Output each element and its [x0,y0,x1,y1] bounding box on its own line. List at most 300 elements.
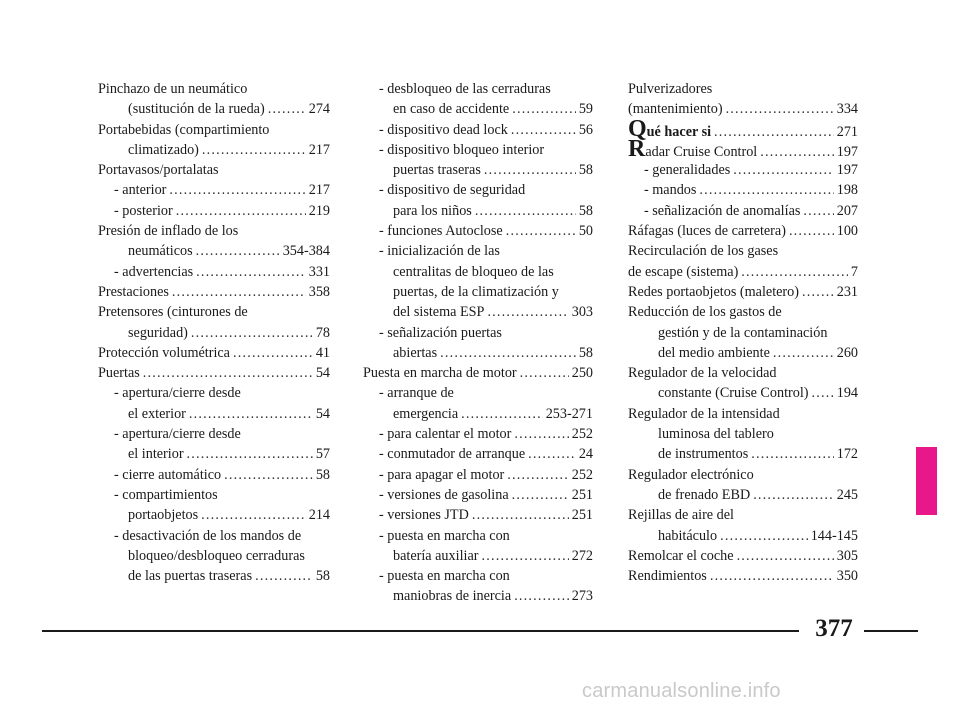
dot-leader [751,444,833,464]
index-entry [98,343,330,363]
index-entry [628,383,858,403]
index-entry [628,115,858,142]
page-number: 377 [815,615,853,642]
entry-page: 217 [308,182,330,199]
entry-term [393,262,554,282]
entry-term [644,201,800,221]
entry-term [128,140,199,160]
footer-rule-left [42,630,799,632]
entry-page: 207 [836,202,858,219]
dot-leader [699,180,833,200]
footer-rule-right [864,630,918,632]
dot-leader [201,505,306,525]
entry-text: - dispositivo dead lock [379,121,508,138]
dot-leader [506,221,576,241]
index-entry [98,485,330,505]
entry-text: seguridad) [128,324,188,341]
index-entry [363,180,593,200]
entry-page: 197 [836,143,858,160]
index-entry [363,404,593,424]
entry-text: - anterior [114,182,167,199]
index-entry [98,465,330,485]
entry-text: puertas traseras [393,162,481,179]
entry-term [98,79,247,99]
section-initial: Q [628,115,647,142]
entry-text: - conmutador de arranque [379,446,526,463]
entry-term [628,404,780,424]
index-entry [628,546,858,566]
entry-term [128,546,305,566]
entry-term [98,160,219,180]
index-entry [363,120,593,140]
index-entry [363,485,593,505]
entry-term [379,140,544,160]
dot-leader [803,201,833,221]
index-entry [628,566,858,586]
entry-text: portaobjetos [128,507,199,524]
dot-leader [511,120,576,140]
entry-text: Redes portaobjetos (maletero) [628,283,799,300]
entry-text: Pinchazo de un neumático [98,81,248,97]
entry-text: - posterior [114,202,173,219]
entry-term [114,180,166,200]
entry-text: Portabebidas (compartimiento [98,121,270,138]
dot-leader [169,180,305,200]
entry-page: 251 [571,507,593,524]
index-entry [628,363,858,383]
entry-term [628,262,738,282]
entry-page: 305 [836,547,858,564]
index-entry [628,282,858,302]
entry-page: 350 [836,568,858,585]
index-entry [363,282,593,302]
index-entry [98,262,330,282]
index-entry [628,221,858,241]
index-entry [628,302,858,322]
index-entry [98,79,330,99]
entry-page: 274 [308,101,330,118]
entry-text: de escape (sistema) [628,263,739,280]
dot-leader [487,302,568,322]
entry-page: 41 [315,344,330,361]
entry-text: (mantenimiento) [628,101,723,118]
entry-term [98,343,230,363]
dot-leader [481,546,568,566]
entry-text: - versiones JTD [379,507,469,524]
entry-page: 272 [571,547,593,564]
index-entry [98,180,330,200]
entry-term [393,343,437,363]
dot-leader [812,383,834,403]
index-entry [98,282,330,302]
entry-text: puertas, de la climatización y [393,283,559,300]
entry-term [628,241,778,261]
entry-term [393,99,509,119]
entry-text: ué hacer si [646,123,712,140]
entry-text: Rejillas de aire del [628,507,734,524]
index-entry [363,160,593,180]
index-entry [628,241,858,261]
dot-leader [710,566,834,586]
entry-term [379,505,469,525]
dot-leader [507,465,568,485]
entry-term [114,485,218,505]
index-entry [628,99,858,119]
entry-term [128,99,265,119]
entry-page: 251 [571,486,593,503]
entry-text: - mandos [644,182,697,199]
entry-text: para los niños [393,202,472,219]
entry-page: 231 [836,283,858,300]
dot-leader [187,444,313,464]
index-entry [98,241,330,261]
entry-page: 194 [836,385,858,402]
entry-term [379,485,509,505]
index-entry [628,160,858,180]
entry-text: - funciones Autoclose [379,223,503,240]
entry-term [628,79,712,99]
entry-term [98,120,269,140]
entry-term [114,465,221,485]
index-entry [98,140,330,160]
entry-text: el exterior [128,405,186,422]
index-entry [98,424,330,444]
entry-text: Reducción de los gastos de [628,304,782,321]
dot-leader [196,241,280,261]
index-entry [363,424,593,444]
index-entry [628,505,858,525]
section-tab-marker [916,447,937,515]
index-entry [98,505,330,525]
entry-term [128,505,198,525]
dot-leader [737,546,834,566]
entry-text: climatizado) [128,141,199,158]
index-entry [363,586,593,606]
index-entry [98,323,330,343]
entry-term [658,424,774,444]
dot-leader [189,404,313,424]
entry-text: - apertura/cierre desde [114,385,241,402]
entry-term [658,485,750,505]
entry-page: 252 [571,466,593,483]
index-column-3 [628,79,858,586]
index-entry [98,444,330,464]
entry-page: 198 [836,182,858,199]
entry-text: habitáculo [658,527,718,544]
index-entry [363,99,593,119]
entry-text: - dispositivo de seguridad [379,182,526,199]
index-entry [363,302,593,322]
dot-leader [520,363,569,383]
index-entry [98,383,330,403]
dot-leader [720,526,808,546]
entry-page: 214 [308,507,330,524]
dot-leader [472,505,569,525]
entry-page: 58 [315,568,330,585]
entry-term [114,424,241,444]
entry-page: 253-271 [545,405,593,422]
entry-term [658,383,809,403]
entry-term [128,444,184,464]
entry-text: - inicialización de las [379,243,500,260]
index-entry [98,404,330,424]
dot-leader [461,404,543,424]
index-entry [628,262,858,282]
index-entry [363,201,593,221]
entry-text: Pretensores (cinturones de [98,304,248,321]
entry-text: - compartimientos [114,486,218,503]
entry-text: neumáticos [128,243,193,260]
entry-text: Ráfagas (luces de carretera) [628,223,786,240]
entry-text: en caso de accidente [393,101,510,118]
entry-term [628,221,786,241]
entry-text: Remolcar el coche [628,547,734,564]
entry-page: 250 [571,365,593,382]
entry-page: 172 [836,446,858,463]
index-entry [628,485,858,505]
dot-leader [196,262,306,282]
entry-text: de frenado EBD [658,486,751,503]
dot-leader [233,343,313,363]
entry-text: - advertencias [114,263,194,280]
entry-page: 331 [308,263,330,280]
dot-leader [726,99,834,119]
entry-text: - cierre automático [114,466,222,483]
entry-page: 7 [850,263,858,280]
entry-term [393,404,458,424]
entry-term [114,526,301,546]
entry-term [98,363,140,383]
entry-term [628,282,799,302]
entry-text: Regulador de la intensidad [628,405,780,422]
entry-page: 245 [836,486,858,503]
section-initial: R [628,135,646,162]
index-entry [628,79,858,99]
entry-text: Puertas [98,365,140,382]
index-column-1 [98,79,330,586]
entry-text: abiertas [393,344,438,361]
index-entry [628,323,858,343]
index-entry [363,221,593,241]
dot-leader [789,221,834,241]
entry-text: luminosa del tablero [658,426,774,443]
index-entry [363,505,593,525]
entry-text: Protección volumétrica [98,344,230,361]
dot-leader [268,99,306,119]
entry-page: 57 [315,446,330,463]
entry-term [379,241,500,261]
dot-leader [191,323,313,343]
entry-text: de instrumentos [658,446,749,463]
entry-term [379,120,508,140]
entry-term [114,383,241,403]
entry-term [628,505,734,525]
entry-text: adar Cruise Control [645,143,758,160]
entry-term [379,383,454,403]
index-entry [98,120,330,140]
dot-leader [741,262,848,282]
entry-text: - desactivación de los mandos de [114,527,302,544]
entry-term [628,363,777,383]
entry-term [658,343,770,363]
entry-term [379,180,525,200]
entry-page: 50 [578,223,593,240]
entry-term [628,465,754,485]
index-entry [363,546,593,566]
entry-term [393,282,559,302]
dot-leader [802,282,834,302]
entry-page: 303 [571,304,593,321]
entry-term [379,221,503,241]
index-entry [98,546,330,566]
entry-text: - puesta en marcha con [379,568,510,585]
entry-text: Pulverizadores [628,81,713,97]
entry-text: el interior [128,446,184,463]
entry-term [393,201,472,221]
entry-page: 354-384 [282,243,330,260]
index-entry [628,343,858,363]
entry-term [128,241,193,261]
entry-text: Prestaciones [98,283,169,300]
entry-text: constante (Cruise Control) [658,385,809,402]
entry-page: 24 [578,446,593,463]
entry-page: 59 [578,101,593,118]
index-column-2 [363,79,593,607]
entry-term [379,465,504,485]
entry-page: 252 [571,426,593,443]
index-entry [98,99,330,119]
entry-page: 219 [308,202,330,219]
entry-term [114,201,173,221]
index-entry [628,180,858,200]
entry-term [628,566,707,586]
entry-page: 260 [836,344,858,361]
entry-term [128,566,252,586]
entry-term [128,404,186,424]
entry-text: bloqueo/desbloqueo cerraduras [128,547,305,564]
entry-text: - señalización puertas [379,324,502,341]
entry-text: emergencia [393,405,459,422]
entry-text: Portavasos/portalatas [98,162,219,179]
index-entry [363,444,593,464]
dot-leader [224,465,313,485]
entry-term [393,586,511,606]
entry-term [98,302,248,322]
entry-term [98,221,238,241]
index-entry [363,343,593,363]
index-entry [98,201,330,221]
dot-leader [176,201,306,221]
entry-term [98,282,169,302]
index-entry [98,363,330,383]
index-entry [363,140,593,160]
entry-page: 54 [315,405,330,422]
entry-page: 358 [308,283,330,300]
entry-text: gestión y de la contaminación [658,324,828,341]
index-entry [628,465,858,485]
dot-leader [255,566,313,586]
entry-term [379,424,511,444]
entry-term [393,160,481,180]
dot-leader [202,140,306,160]
dot-leader [733,160,833,180]
entry-term [393,546,478,566]
entry-term [628,546,734,566]
entry-term [628,135,758,162]
entry-page: 58 [578,162,593,179]
index-entry [628,404,858,424]
entry-text: - puesta en marcha con [379,527,510,544]
entry-text: Regulador electrónico [628,466,754,483]
entry-page: 56 [578,121,593,138]
entry-term [393,302,484,322]
dot-leader [512,485,569,505]
index-entry [363,262,593,282]
index-entry [363,241,593,261]
entry-page: 197 [836,162,858,179]
entry-term [644,180,696,200]
entry-page: 334 [836,101,858,118]
entry-term [114,262,193,282]
entry-text: - versiones de gasolina [379,486,509,503]
index-entry [363,465,593,485]
entry-text: - apertura/cierre desde [114,426,241,443]
entry-text: - para apagar el motor [379,466,505,483]
index-entry [628,444,858,464]
entry-page: 144-145 [810,527,858,544]
index-entry [363,566,593,586]
entry-page: 58 [578,344,593,361]
entry-text: maniobras de inercia [393,588,512,605]
entry-text: - señalización de anomalías [644,202,801,219]
entry-text: del medio ambiente [658,344,770,361]
entry-text: Rendimientos [628,568,707,585]
entry-page: 271 [836,123,858,140]
entry-text: Puesta en marcha de motor [363,365,517,382]
entry-page: 58 [578,202,593,219]
entry-text: - generalidades [644,162,731,179]
dot-leader [760,142,833,162]
index-entry [98,566,330,586]
entry-term [658,526,717,546]
dot-leader [514,586,569,606]
index-entry [628,424,858,444]
dot-leader [528,444,576,464]
entry-text: de las puertas traseras [128,568,253,585]
entry-text: batería auxiliar [393,547,479,564]
dot-leader [172,282,306,302]
entry-text: - dispositivo bloqueo interior [379,141,545,158]
entry-page: 217 [308,141,330,158]
entry-text: - desbloqueo de las cerraduras [379,81,551,97]
entry-term [379,526,510,546]
entry-term [658,323,827,343]
index-entry [363,526,593,546]
dot-leader [714,122,834,142]
dot-leader [143,363,313,383]
entry-term [658,444,748,464]
index-entry [363,363,593,383]
entry-text: Presión de inflado de los [98,223,239,240]
index-entry [628,526,858,546]
entry-text: - para calentar el motor [379,426,512,443]
index-entry [98,160,330,180]
entry-term [363,363,517,383]
entry-text: del sistema ESP [393,304,485,321]
entry-text: - arranque de [379,385,454,402]
entry-term [379,566,510,586]
entry-text: Recirculación de los gases [628,243,779,260]
